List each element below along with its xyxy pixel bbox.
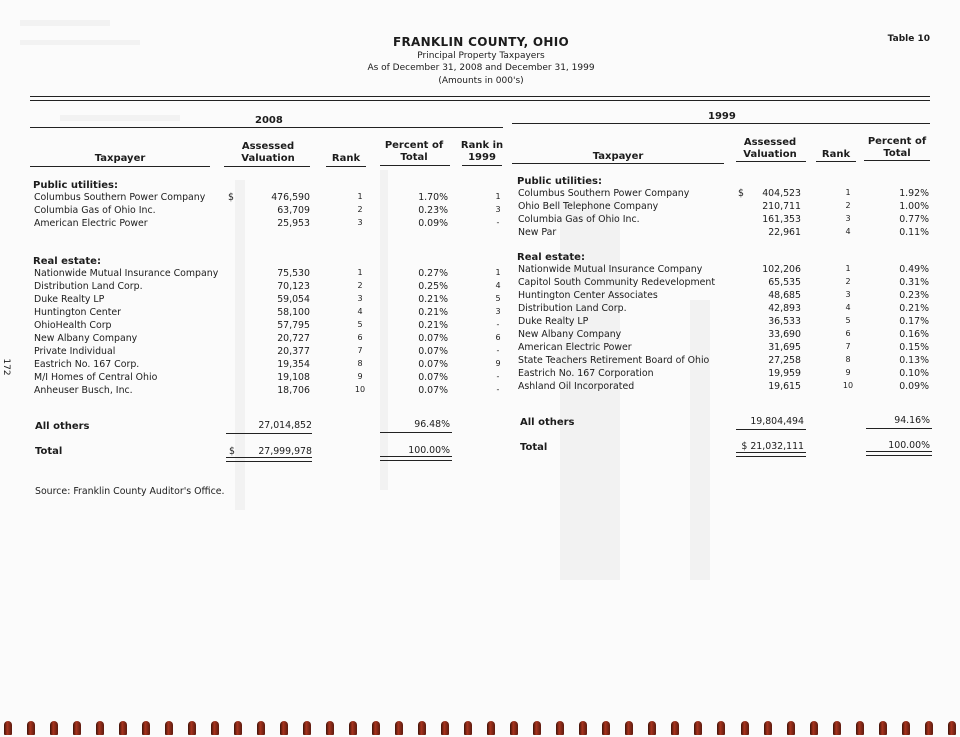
binding-coil-icon <box>787 721 795 735</box>
taxpayer-name: Columbus Southern Power Company <box>518 188 690 199</box>
percent-value: 0.17% <box>899 316 929 327</box>
rank-value: 10 <box>842 381 854 390</box>
year-1999-rule <box>512 123 930 124</box>
top-rule <box>30 96 930 101</box>
percent-value: 0.07% <box>418 359 448 370</box>
right-rank-header-rule <box>816 161 856 162</box>
percent-value: 0.13% <box>899 355 929 366</box>
document-title: FRANKLIN COUNTY, OHIO <box>392 35 570 49</box>
right-taxpayer-header <box>512 151 724 163</box>
assessed-value: 59,054 <box>277 294 310 305</box>
left-total-percent: 100.00% <box>408 445 450 456</box>
left-rank1999-header-line2: 1999 <box>468 152 496 163</box>
percent-value: 1.92% <box>899 188 929 199</box>
rank-1999-value: - <box>496 372 500 381</box>
left-rank1999-header <box>458 140 506 164</box>
rank-value: 3 <box>845 290 851 299</box>
rank-1999-value: 4 <box>495 281 501 290</box>
taxpayer-name: American Electric Power <box>34 218 148 229</box>
rank-value: 7 <box>845 342 851 351</box>
binding-coil-icon <box>741 721 749 735</box>
left-rank-header-text: Rank <box>331 153 361 164</box>
assessed-value: 25,953 <box>277 218 310 229</box>
taxpayer-name: Huntington Center <box>34 307 121 318</box>
taxpayer-name: Eastrich No. 167 Corp. <box>34 359 140 370</box>
binding-coil-icon <box>211 721 219 735</box>
rank-1999-value: 1 <box>495 192 501 201</box>
binding-coil-icon <box>96 721 104 735</box>
binding-coil-icon <box>833 721 841 735</box>
left-total-value: 27,999,978 <box>258 446 312 457</box>
rank-value: 10 <box>354 385 366 394</box>
binding-coil-icon <box>764 721 772 735</box>
left-all-others-label: All others <box>35 421 90 432</box>
taxpayer-name: Columbia Gas of Ohio Inc. <box>518 214 640 225</box>
taxpayer-name: American Electric Power <box>518 342 632 353</box>
percent-value: 0.16% <box>899 329 929 340</box>
rank-value: 4 <box>357 307 363 316</box>
assessed-value: 57,795 <box>277 320 310 331</box>
right-real-estate-row <box>0 290 960 303</box>
percent-value: 0.21% <box>418 294 448 305</box>
rank-1999-value: - <box>496 385 500 394</box>
right-real-estate-row <box>0 264 960 277</box>
assessed-value: 48,685 <box>768 290 801 301</box>
rank-value: 1 <box>845 188 851 197</box>
taxpayer-name: Anheuser Busch, Inc. <box>34 385 133 396</box>
percent-value: 0.11% <box>899 227 929 238</box>
rank-value: 2 <box>845 277 851 286</box>
left-real-estate-label: Real estate: <box>33 256 101 267</box>
rank-value: 6 <box>357 333 363 342</box>
taxpayer-name: Columbus Southern Power Company <box>34 192 206 203</box>
taxpayer-name: Nationwide Mutual Insurance Company <box>34 268 219 279</box>
binding-coil-icon <box>349 721 357 735</box>
binding-coil-icon <box>856 721 864 735</box>
left-percent-header-rule <box>380 165 450 166</box>
percent-value: 0.77% <box>899 214 929 225</box>
percent-value: 0.07% <box>418 333 448 344</box>
binding-coil-icon <box>902 721 910 735</box>
binding-coil-icon <box>625 721 633 735</box>
right-real-estate-label: Real estate: <box>517 252 585 263</box>
percent-value: 0.21% <box>418 320 448 331</box>
left-taxpayer-header-rule <box>30 166 210 167</box>
rank-value: 3 <box>845 214 851 223</box>
taxpayer-name: OhioHealth Corp <box>34 320 112 331</box>
left-rank-header <box>326 153 366 165</box>
rank-value: 3 <box>357 294 363 303</box>
right-assessed-header-rule <box>736 161 806 162</box>
right-total-percent: 100.00% <box>888 440 930 451</box>
left-all-others-value: 27,014,852 <box>258 420 312 431</box>
binding-coil-icon <box>487 721 495 735</box>
binding-coil-icon <box>280 721 288 735</box>
binding-coil-icon <box>119 721 127 735</box>
assessed-value: 75,530 <box>277 268 310 279</box>
dollar-sign: $ <box>738 188 744 199</box>
rank-value: 5 <box>845 316 851 325</box>
rank-value: 8 <box>845 355 851 364</box>
year-2008-rule <box>30 127 503 128</box>
binding-coil-icon <box>810 721 818 735</box>
right-real-estate-row <box>0 316 960 329</box>
taxpayer-name: State Teachers Retirement Board of Ohio <box>518 355 710 366</box>
binding-coil-icon <box>925 721 933 735</box>
left-percent-header-line2: Total <box>400 152 428 163</box>
rank-1999-value: 3 <box>495 307 501 316</box>
source-note: Source: Franklin County Auditor's Office. <box>35 486 225 497</box>
right-all-others-percent-rule <box>866 428 932 429</box>
right-all-others-label: All others <box>520 417 575 428</box>
right-all-others-percent: 94.16% <box>894 415 930 426</box>
percent-value: 0.23% <box>418 205 448 216</box>
left-total-dollar: $ <box>229 446 235 457</box>
right-utility-row <box>0 188 960 201</box>
rank-value: 1 <box>357 192 363 201</box>
right-total-value: $ 21,032,111 <box>741 441 804 452</box>
rank-1999-value: - <box>496 320 500 329</box>
binding-coil-icon <box>165 721 173 735</box>
right-all-others-value: 19,804,494 <box>750 416 804 427</box>
binding-coil-icon <box>303 721 311 735</box>
right-utilities-label: Public utilities: <box>517 176 602 187</box>
rank-value: 2 <box>845 201 851 210</box>
left-rank-header-rule <box>326 166 366 167</box>
rank-value: 4 <box>845 227 851 236</box>
binding-coil-icon <box>579 721 587 735</box>
taxpayer-name: Private Individual <box>34 346 116 357</box>
taxpayer-name: Distribution Land Corp. <box>34 281 143 292</box>
right-total-percent-double-rule <box>866 451 932 456</box>
binding-coil-icon <box>602 721 610 735</box>
left-rank1999-header-line1: Rank in <box>460 140 504 151</box>
rank-1999-value: - <box>496 346 500 355</box>
rank-value: 8 <box>357 359 363 368</box>
rank-value: 3 <box>357 218 363 227</box>
binding-coil-icon <box>142 721 150 735</box>
right-assessed-header-line2: Valuation <box>743 149 797 160</box>
document-subtitle: Principal Property Taxpayers <box>417 51 545 61</box>
binding-coil-icon <box>188 721 196 735</box>
rank-value: 4 <box>845 303 851 312</box>
assessed-value: 20,727 <box>277 333 310 344</box>
assessed-value: 18,706 <box>277 385 310 396</box>
percent-value: 0.21% <box>418 307 448 318</box>
assessed-value: 19,354 <box>277 359 310 370</box>
taxpayer-name: M/I Homes of Central Ohio <box>34 372 158 383</box>
binding-coil-icon <box>556 721 564 735</box>
left-taxpayer-header <box>30 153 210 165</box>
rank-value: 1 <box>845 264 851 273</box>
assessed-value: 27,258 <box>768 355 801 366</box>
right-real-estate-row <box>0 277 960 290</box>
taxpayer-name: Distribution Land Corp. <box>518 303 627 314</box>
assessed-value: 22,961 <box>768 227 801 238</box>
left-all-others-rule <box>226 433 312 434</box>
binding-coil-icon <box>395 721 403 735</box>
percent-value: 1.70% <box>418 192 448 203</box>
left-assessed-header-line1: Assessed <box>241 141 295 152</box>
assessed-value: 102,206 <box>762 264 801 275</box>
right-utility-row <box>0 227 960 240</box>
right-assessed-header-line1: Assessed <box>743 137 797 148</box>
left-all-others-percent-rule <box>380 432 452 433</box>
binding-coil-icon <box>418 721 426 735</box>
taxpayer-name: Ashland Oil Incorporated <box>518 381 635 392</box>
right-real-estate-row <box>0 368 960 381</box>
binding-coil-icon <box>948 721 956 735</box>
right-real-estate-row <box>0 303 960 316</box>
assessed-value: 19,108 <box>277 372 310 383</box>
binding-coil-icon <box>234 721 242 735</box>
right-real-estate-row <box>0 342 960 355</box>
taxpayer-name: Nationwide Mutual Insurance Company <box>518 264 703 275</box>
percent-value: 0.15% <box>899 342 929 353</box>
assessed-value: 476,590 <box>271 192 310 203</box>
rank-value: 7 <box>357 346 363 355</box>
left-percent-header <box>380 140 448 164</box>
binding-coil-icon <box>717 721 725 735</box>
percent-value: 0.27% <box>418 268 448 279</box>
percent-value: 0.09% <box>899 381 929 392</box>
left-rank1999-header-rule <box>462 165 502 166</box>
taxpayer-name: New Par <box>518 227 557 238</box>
right-real-estate-row <box>0 381 960 394</box>
assessed-value: 161,353 <box>762 214 801 225</box>
percent-value: 0.49% <box>899 264 929 275</box>
amounts-note: (Amounts in 000's) <box>438 76 524 86</box>
percent-value: 0.21% <box>899 303 929 314</box>
right-taxpayer-header-text: Taxpayer <box>592 151 644 162</box>
percent-value: 0.25% <box>418 281 448 292</box>
right-real-estate-row <box>0 355 960 368</box>
percent-value: 0.07% <box>418 346 448 357</box>
left-total-label: Total <box>35 446 63 457</box>
percent-value: 0.07% <box>418 372 448 383</box>
right-total-double-rule <box>736 452 806 457</box>
left-all-others-percent: 96.48% <box>414 419 450 430</box>
binding-coil-icon <box>510 721 518 735</box>
left-total-percent-double-rule <box>380 456 452 461</box>
rank-value: 5 <box>357 320 363 329</box>
percent-value: 0.10% <box>899 368 929 379</box>
rank-value: 2 <box>357 281 363 290</box>
percent-value: 0.09% <box>418 218 448 229</box>
percent-value: 1.00% <box>899 201 929 212</box>
right-total-label: Total <box>520 442 548 453</box>
document-dates: As of December 31, 2008 and December 31, 1999 <box>367 63 595 73</box>
dollar-sign: $ <box>228 192 234 203</box>
binding-coil-icon <box>533 721 541 735</box>
binding-coil-icon <box>326 721 334 735</box>
taxpayer-name: Ohio Bell Telephone Company <box>518 201 659 212</box>
spiral-binding <box>0 721 960 737</box>
left-taxpayer-header-text: Taxpayer <box>94 153 146 164</box>
taxpayer-name: Capitol South Community Redevelopment <box>518 277 716 288</box>
left-utilities-label: Public utilities: <box>33 180 118 191</box>
taxpayer-name: Columbia Gas of Ohio Inc. <box>34 205 156 216</box>
assessed-value: 19,615 <box>768 381 801 392</box>
assessed-value: 31,695 <box>768 342 801 353</box>
binding-coil-icon <box>4 721 12 735</box>
right-utility-row <box>0 214 960 227</box>
assessed-value: 36,533 <box>768 316 801 327</box>
rank-1999-value: - <box>496 218 500 227</box>
taxpayer-name: Eastrich No. 167 Corporation <box>518 368 654 379</box>
percent-value: 0.23% <box>899 290 929 301</box>
right-taxpayer-header-rule <box>512 163 724 164</box>
assessed-value: 33,690 <box>768 329 801 340</box>
binding-coil-icon <box>257 721 265 735</box>
right-all-others-rule <box>736 429 806 430</box>
taxpayer-name: Duke Realty LP <box>518 316 589 327</box>
rank-1999-value: 9 <box>495 359 501 368</box>
binding-coil-icon <box>694 721 702 735</box>
rank-value: 9 <box>845 368 851 377</box>
assessed-value: 58,100 <box>277 307 310 318</box>
left-assessed-header-line2: Valuation <box>241 153 295 164</box>
left-percent-header-line1: Percent of <box>384 140 444 151</box>
binding-coil-icon <box>671 721 679 735</box>
rank-value: 2 <box>357 205 363 214</box>
right-real-estate-row <box>0 329 960 342</box>
rank-1999-value: 3 <box>495 205 501 214</box>
taxpayer-name: Duke Realty LP <box>34 294 105 305</box>
left-total-double-rule <box>226 457 312 462</box>
rank-1999-value: 6 <box>495 333 501 342</box>
table-number: Table 10 <box>887 34 930 44</box>
percent-value: 0.31% <box>899 277 929 288</box>
right-percent-header <box>864 136 930 160</box>
right-percent-header-rule <box>864 160 930 161</box>
binding-coil-icon <box>372 721 380 735</box>
binding-coil-icon <box>27 721 35 735</box>
right-rank-header <box>816 149 856 161</box>
left-assessed-header-rule <box>224 166 310 167</box>
rank-value: 9 <box>357 372 363 381</box>
binding-coil-icon <box>441 721 449 735</box>
taxpayer-name: New Albany Company <box>34 333 138 344</box>
binding-coil-icon <box>648 721 656 735</box>
binding-coil-icon <box>464 721 472 735</box>
page-number: 172 <box>1 358 11 376</box>
binding-coil-icon <box>879 721 887 735</box>
taxpayer-name: Huntington Center Associates <box>518 290 658 301</box>
right-rank-header-text: Rank <box>821 149 851 160</box>
right-utility-row <box>0 201 960 214</box>
rank-value: 1 <box>357 268 363 277</box>
left-assessed-header <box>236 141 300 165</box>
rank-1999-value: 1 <box>495 268 501 277</box>
percent-value: 0.07% <box>418 385 448 396</box>
assessed-value: 63,709 <box>277 205 310 216</box>
taxpayer-name: New Albany Company <box>518 329 622 340</box>
assessed-value: 19,959 <box>768 368 801 379</box>
binding-coil-icon <box>50 721 58 735</box>
rank-1999-value: 5 <box>495 294 501 303</box>
right-percent-header-line2: Total <box>883 148 911 159</box>
rank-value: 6 <box>845 329 851 338</box>
assessed-value: 70,123 <box>277 281 310 292</box>
assessed-value: 65,535 <box>768 277 801 288</box>
assessed-value: 42,893 <box>768 303 801 314</box>
assessed-value: 210,711 <box>762 201 801 212</box>
binding-coil-icon <box>73 721 81 735</box>
assessed-value: 404,523 <box>762 188 801 199</box>
assessed-value: 20,377 <box>277 346 310 357</box>
right-assessed-header <box>740 137 800 161</box>
year-1999-heading: 1999 <box>708 111 736 122</box>
year-2008-heading: 2008 <box>255 115 283 126</box>
right-percent-header-line1: Percent of <box>867 136 927 147</box>
